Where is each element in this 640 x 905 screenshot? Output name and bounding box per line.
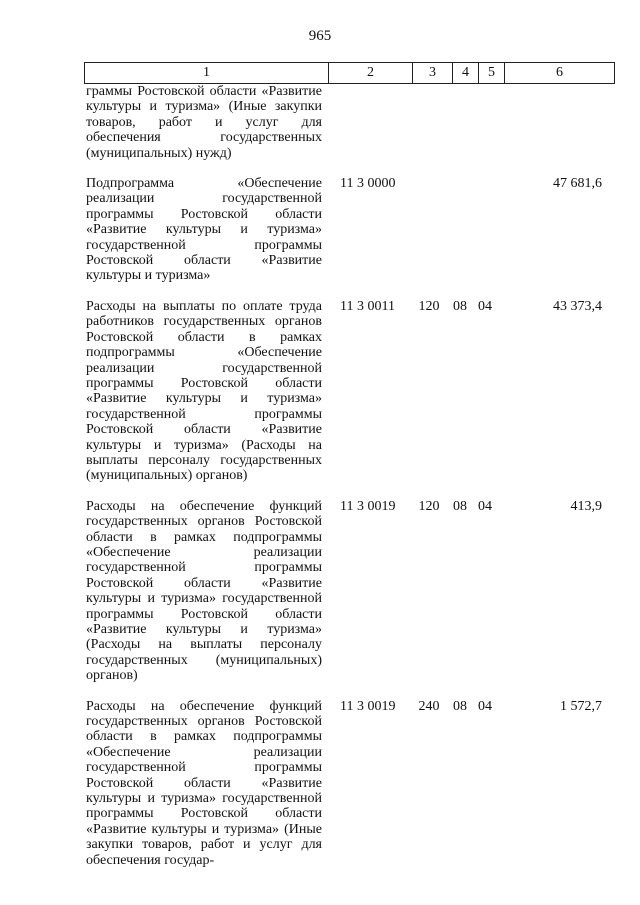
- table-row: [86, 84, 614, 161]
- row-section: [448, 176, 472, 284]
- row-expense-type: 120: [418, 298, 440, 314]
- row-subsection: 04: [478, 498, 492, 514]
- row-name: Расходы на обеспечение функций государственных органов Ростовской области в рамках подпрограммы «Обеспечение реализации государственной программы Ростовской области «Развитие культуры и туризма» государственной программы Ростовской области «Развитие культуры и туризма» (Расходы на выплаты персоналу государственных (муниципальных) органов): [86, 498, 322, 684]
- row-target-code: 11 3 0000: [340, 176, 396, 192]
- column-header-row: [85, 63, 615, 84]
- row-section: 08: [453, 698, 467, 714]
- column-header-2: 2: [329, 63, 413, 84]
- column-header-4: 4: [453, 63, 479, 84]
- column-header-6: 6: [505, 63, 615, 84]
- column-header-1: 1: [85, 63, 329, 84]
- row-name: граммы Ростовской области «Развитие культуры и туризма» (Иные закупки товаров, работ и услуг для обеспечения государственных (муниципальных) нужд): [86, 84, 322, 161]
- row-amount: 47 681,6: [553, 176, 602, 192]
- row-section: [448, 84, 472, 161]
- row-subsection: 04: [478, 298, 492, 314]
- row-name: Подпрограмма «Обеспечение реализации государственной программы Ростовской области «Развитие культуры и туризма» государственной программы Ростовской области «Развитие культуры и туризма»: [86, 176, 322, 284]
- row-target-code: [340, 84, 410, 161]
- row-target-code: 11 3 0019: [340, 698, 396, 714]
- budget-rows: [86, 84, 614, 883]
- row-subsection: 04: [478, 698, 492, 714]
- row-section: 08: [453, 498, 467, 514]
- row-target-code: 11 3 0011: [340, 298, 395, 314]
- row-amount: 1 572,7: [560, 698, 602, 714]
- table-row: [86, 499, 614, 684]
- table-row: [86, 176, 614, 284]
- row-subsection: [472, 176, 498, 284]
- page-number: 965: [308, 28, 332, 44]
- table-row: [86, 299, 614, 484]
- row-expense-type: 240: [418, 698, 440, 714]
- row-expense-type: [410, 176, 448, 284]
- table-row: [86, 699, 614, 868]
- row-name: Расходы на обеспечение функций государственных органов Ростовской области в рамках подпрограммы «Обеспечение реализации государственной программы Ростовской области «Развитие культуры и туризма» государственной программы Ростовской области «Развитие культуры и туризма» (Иные закупки товаров, работ и услуг для обеспечения государ-: [86, 698, 322, 868]
- row-subsection: [472, 84, 498, 161]
- column-header-table: [84, 62, 615, 84]
- column-header-3: 3: [413, 63, 453, 84]
- row-expense-type: [410, 84, 448, 161]
- row-target-code: 11 3 0019: [340, 498, 396, 514]
- row-name: Расходы на выплаты по оплате труда работников государственных органов Ростовской области в рамках подпрограммы «Обеспечение реализации государственной программы Ростовской области «Развитие культуры и туризма» государственной программы Ростовской области «Развитие культуры и туризма» (Расходы на выплаты персоналу государственных (муниципальных) органов): [86, 298, 322, 484]
- row-amount: [498, 84, 614, 161]
- row-section: 08: [453, 298, 467, 314]
- row-amount: 43 373,4: [553, 298, 602, 314]
- column-header-5: 5: [479, 63, 505, 84]
- row-expense-type: 120: [418, 498, 440, 514]
- row-amount: 413,9: [570, 498, 602, 514]
